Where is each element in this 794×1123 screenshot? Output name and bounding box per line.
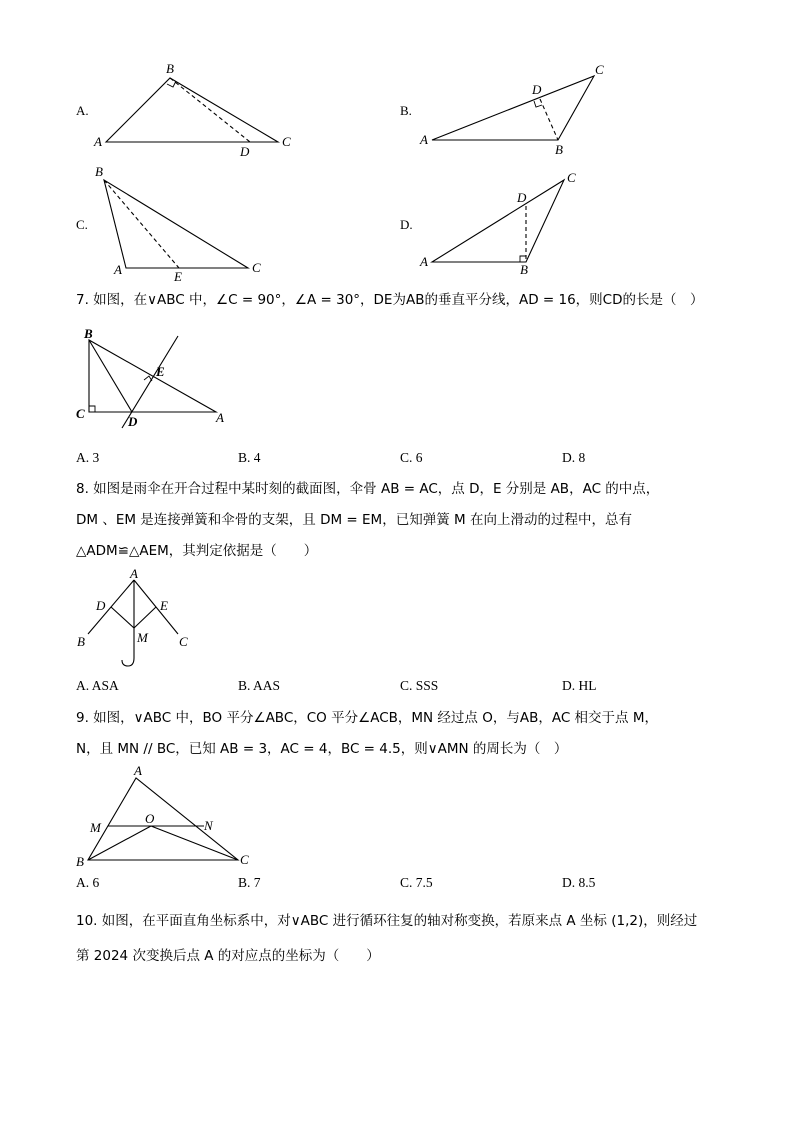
question-7-text: 7. 如图，在∨ABC 中，∠C = 90°，∠A = 30°，DE为AB的垂直平分线，AD = 16，则CD的长是（ ）: [76, 292, 704, 308]
option-d-point-d: D: [517, 190, 527, 205]
option-a-point-a: A: [94, 134, 102, 149]
question-8-point-d: D: [96, 598, 106, 613]
question-10-line-2: 第 2024 次变换后点 A 的对应点的坐标为（ ）: [76, 948, 380, 964]
question-9-point-n: N: [204, 818, 213, 833]
question-8-point-a: A: [130, 566, 138, 581]
question-8-point-c: C: [179, 634, 188, 649]
option-a-figure: [90, 60, 310, 160]
question-9-figure: [74, 764, 264, 870]
question-7-point-c: C: [76, 406, 85, 421]
option-c-point-b: B: [95, 164, 103, 179]
question-9-choice-d: D. 8.5: [562, 875, 596, 890]
question-8-line-3: △ADM≌△AEM，其判定依据是（ ）: [76, 543, 318, 559]
option-b-point-d: D: [532, 82, 542, 97]
option-b-label: B.: [400, 103, 412, 118]
question-7-choice-d: D. 8: [562, 450, 586, 465]
option-d-point-b: B: [520, 262, 528, 277]
question-8-choice-d: D. HL: [562, 678, 597, 693]
question-7-figure: [74, 324, 234, 434]
question-9-choice-c: C. 7.5: [400, 875, 433, 890]
option-a-point-b: B: [166, 61, 174, 76]
question-8-choice-c: C. SSS: [400, 678, 439, 693]
question-9-point-b: B: [76, 854, 84, 869]
option-c-point-a: A: [114, 262, 122, 277]
question-9-line-1: 9. 如图，∨ABC 中，BO 平分∠ABC，CO 平分∠ACB，MN 经过点 O，与AB，AC 相交于点 M，: [76, 710, 658, 726]
question-7-point-a: A: [216, 410, 224, 425]
question-9-point-o: O: [145, 811, 155, 826]
option-c-point-c: C: [252, 260, 261, 275]
question-7-choice-b: B. 4: [238, 450, 261, 465]
option-c-figure: [90, 162, 280, 282]
option-d-label: D.: [400, 217, 413, 232]
question-9-line-2: N，且 MN // BC，已知 AB = 3，AC = 4，BC = 4.5，则∨AMN 的周长为（ ）: [76, 741, 568, 757]
question-8-choice-a: A. ASA: [76, 678, 119, 693]
option-d-point-c: C: [567, 170, 576, 185]
question-9-point-c: C: [240, 852, 249, 867]
question-7-point-e: E: [156, 364, 165, 379]
question-10-line-1: 10. 如图，在平面直角坐标系中，对∨ABC 进行循环往复的轴对称变换，若原来点 A 坐标 (1,2)，则经过: [76, 913, 698, 929]
question-8-point-m: M: [137, 630, 148, 645]
question-7-choice-a: A. 3: [76, 450, 100, 465]
question-9-point-m: M: [90, 820, 101, 835]
question-7-point-b: B: [84, 326, 93, 341]
question-7-point-d: D: [128, 414, 138, 429]
question-8-line-2: DM 、EM 是连接弹簧和伞骨的支架，且 DM = EM，已知弹簧 M 在向上滑动的过程中，总有: [76, 512, 632, 528]
option-c-label: C.: [76, 217, 88, 232]
question-8-choice-b: B. AAS: [238, 678, 281, 693]
option-d-point-a: A: [420, 254, 428, 269]
option-b-point-b: B: [555, 142, 563, 157]
option-b-point-c: C: [595, 62, 604, 77]
question-8-point-b: B: [77, 634, 85, 649]
question-7-choice-c: C. 6: [400, 450, 423, 465]
option-a-point-c: C: [282, 134, 291, 149]
option-b-point-a: A: [420, 132, 428, 147]
question-8-line-1: 8. 如图是雨伞在开合过程中某时刻的截面图，伞骨 AB = AC，点 D，E 分别是 AB，AC 的中点，: [76, 481, 660, 497]
question-8-umbrella-figure: [74, 566, 204, 674]
option-c-point-e: E: [174, 269, 182, 284]
option-d-figure: [418, 168, 608, 278]
option-a-point-d: D: [240, 144, 250, 159]
question-9-choice-b: B. 7: [238, 875, 261, 890]
option-b-figure: [418, 60, 618, 160]
option-a-label: A.: [76, 103, 89, 118]
question-8-point-e: E: [160, 598, 168, 613]
question-9-choice-a: A. 6: [76, 875, 100, 890]
question-9-point-a: A: [134, 763, 142, 778]
